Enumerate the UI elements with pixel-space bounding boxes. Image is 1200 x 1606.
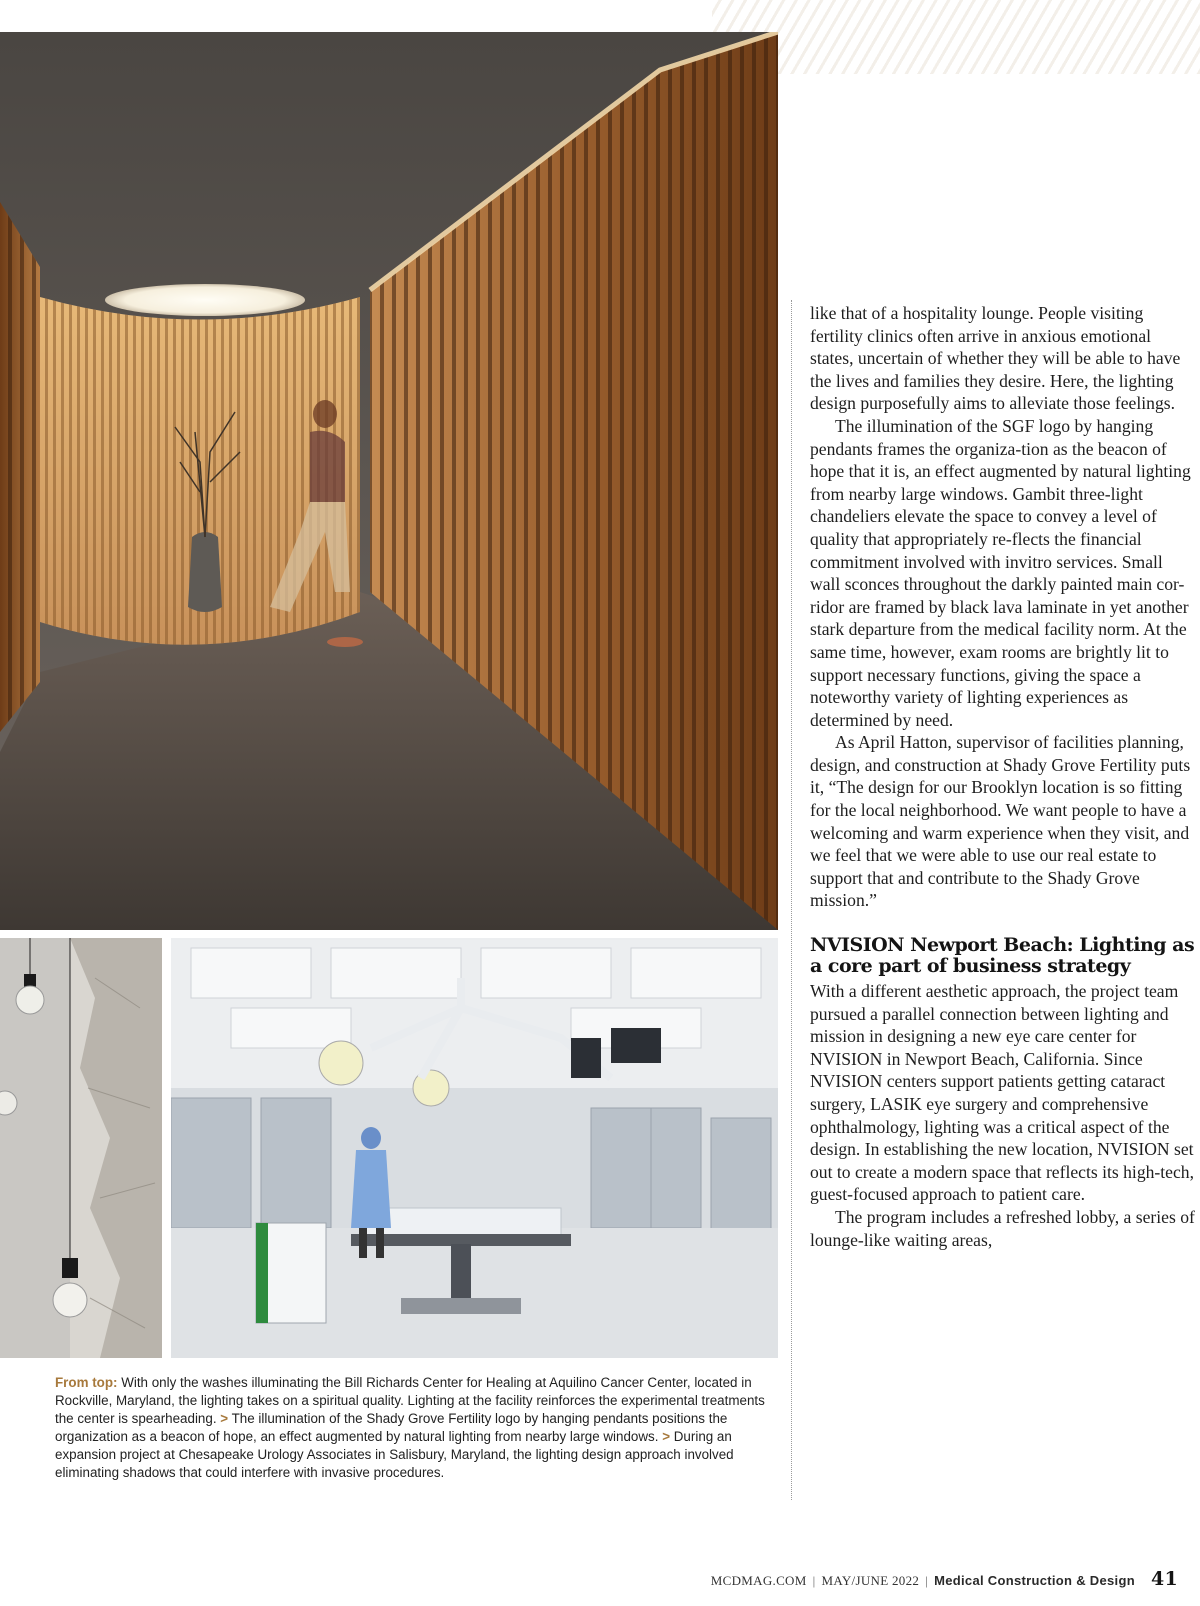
article-paragraph: As April Hatton, supervisor of facilities planning, design, and construction at Shady Grove Fertility puts it, “The design for our Brooklyn location is so fitting for the local neighborhood. We want people to have a welcoming and warm experience when they visit, and we feel that we were able to use our real estate to support that and contribute to the Shady Grove mission.” [810, 732, 1191, 911]
page-footer [711, 1568, 1178, 1590]
article-paragraph: like that of a hospitality lounge. People visiting fertility clinics often arrive in anxious emotional states, uncertain of whether they will be able to have the lives and families they desire. Here, the lighting design purposefully aims to alleviate those feelings. [810, 303, 1181, 414]
footer-separator: | [925, 1573, 929, 1588]
column-divider [791, 300, 792, 1500]
article-column [810, 302, 1196, 1251]
article-subhead: NVISION Newport Beach: Lighting as a core part of business strategy [810, 934, 1195, 978]
article-paragraph: The program includes a refreshed lobby, a series of lounge-like waiting areas, [810, 1206, 1195, 1250]
photo-caption [55, 1374, 767, 1482]
caption-lead: From top: [55, 1375, 118, 1390]
caption-text-2: The illumination of the Shady Grove Fertility logo by hanging pendants positions the organization as a beacon of hope, an effect augmented by natural lighting from nearby large windows. [55, 1411, 728, 1444]
footer-site: MCDMAG.COM [710, 1573, 807, 1588]
caption-text-3: During an expansion project at Chesapeake Urology Associates in Salisbury, Maryland, the lighting design approach involved eliminating shadows that could interfere with invasive procedures. [55, 1429, 734, 1480]
footer-issue: MAY/JUNE 2022 [821, 1573, 920, 1588]
decorative-stripes [712, 0, 1200, 74]
article-paragraph: With a different aesthetic approach, the project team pursued a parallel connection between lighting and mission in designing a new eye care center for NVISION in Newport Beach, California. Since NVISION centers support patients getting cataract surgery, LASIK eye surgery and comprehensive ophthalmology, lighting was a critical aspect of the design. In establishing the new location, NVISION set out to create a modern space that reflects its high-tech, guest-focused approach to patient care. [810, 981, 1194, 1205]
operating-room-photo [171, 938, 778, 1358]
caption-separator: > [220, 1411, 229, 1426]
caption-text-1: With only the washes illuminating the Bill Richards Center for Healing at Aquilino Cancer Center, located in Rockville, Maryland, the lighting takes on a spiritual quality. Lighting at the facility reinforces the experimental treatments the center is spearheading. [55, 1375, 765, 1426]
corridor-photo [0, 32, 778, 930]
page-number: 41 [1150, 1568, 1178, 1590]
article-paragraph: The illumination of the SGF logo by hanging pendants frames the organiza-tion as the beacon of hope that it is, an effect augmented by natural lighting from nearby large windows. Gambit three-light chandeliers elevate the space to convey a level of quality that appropriately re-flects the financial commitment involved with invitro services. Small wall sconces throughout the darkly painted main cor-ridor are framed by black lava laminate in yet another stark departure from the medical facility norm. At the same time, however, exam rooms are brightly lit to support necessary functions, giving the space a noteworthy variety of lighting experiences as determined by need. [810, 415, 1191, 730]
footer-separator: | [812, 1573, 816, 1588]
footer-magazine: Medical Construction & Design [934, 1573, 1135, 1588]
pendant-lights-photo [0, 938, 162, 1358]
caption-separator: > [662, 1429, 671, 1444]
